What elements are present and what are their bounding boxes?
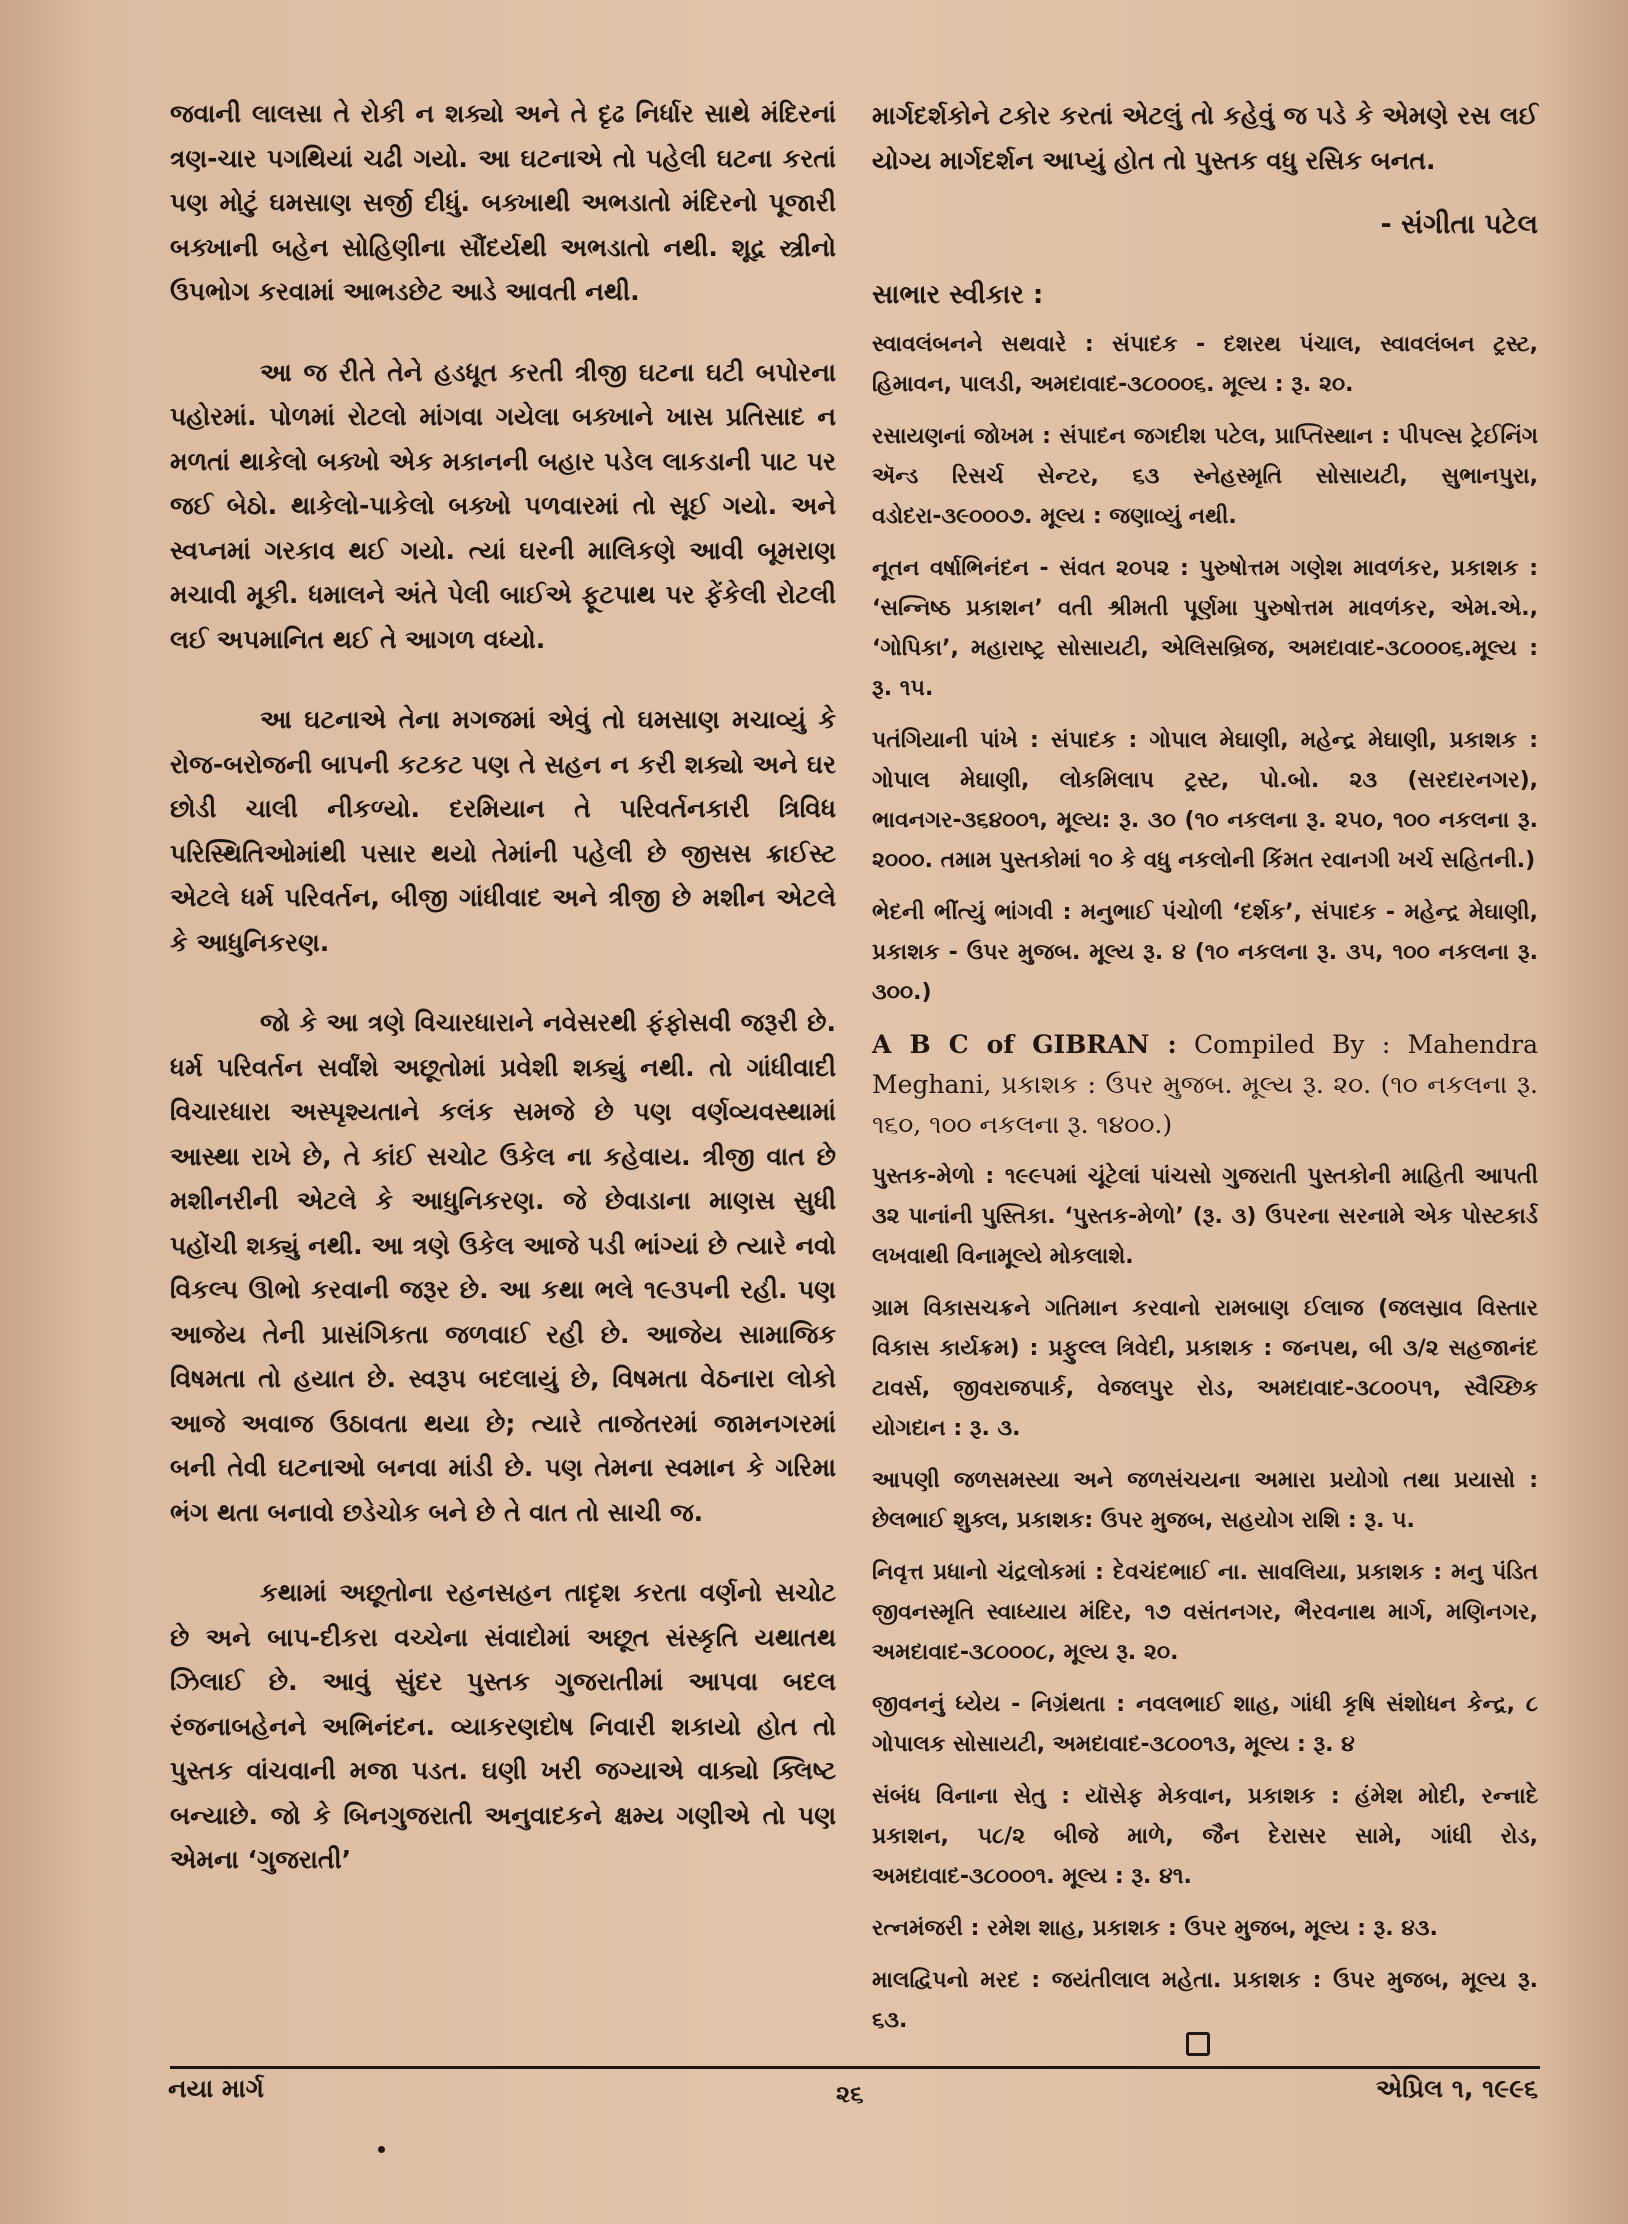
reviewer-signature: - સંગીતા પટેલ [1380, 209, 1538, 240]
book-title: ભેદની ભીંત્યું ભાંગવી : [872, 900, 1072, 925]
book-title: રત્નમંજરી : [872, 1916, 980, 1941]
book-title: ગ્રામ વિકાસચક્રને ગતિમાન કરવાનો રામબાણ ઈલાજ [872, 1296, 1364, 1321]
book-details: ૧૯૯૫માં ચૂંટેલાં પાંચસો ગુજરાતી પુસ્તકોની માહિતી આપતી ૩૨ પાનાંની પુસ્તિકા. ‘પુસ્તક-મેળો’ (રૂ. ૩) ઉપરના સરનામે એક પોસ્ટકાર્ડ લખવાથી વિનામૂલ્યે મોકલાશે. [872, 1164, 1538, 1269]
book-entry [872, 721, 1538, 881]
book-title: સ્વાવલંબનને સથવારે : [872, 332, 1094, 357]
paragraph: જો કે આ ત્રણે વિચારધારાને નવેસરથી ફંફોસવી જરૂરી છે. ધર્મ પરિવર્તન સર્વાંશે અછૂતોમાં પ્રવેશી શક્યું નથી. તો ગાંધીવાદી વિચારધારા અસ્પૃશ્યતાને કલંક સમજે છે પણ વર્ણવ્યવસ્થામાં આસ્થા રાખે છે, તે કાંઈ સચોટ ઉકેલ ના કહેવાય. ત્રીજી વાત છે મશીનરીની એટલે કે આધુનિકરણ. જે છેવાડાના માણસ સુધી પહોંચી શક્યું નથી. આ ત્રણે ઉકેલ આજે પડી ભાંગ્યાં છે ત્યારે નવો વિકલ્પ ઊભો કરવાની જરૂર છે. આ કથા ભલે ૧૯૩૫ની રહી. પણ આજેય તેની પ્રાસંગિકતા જળવાઈ રહી છે. આજેય સામાજિક વિષમતા તો હયાત છે. સ્વરૂપ બદલાયું છે, વિષમતા વેઠનારા લોકો આજે અવાજ ઉઠાવતા થયા છે; ત્યારે તાજેતરમાં જામનગરમાં બની તેવી ઘટનાઓ બનવા માંડી છે. પણ તેમના સ્વમાન કે ગરિમા ભંગ થતા બનાવો છડેચોક બને છે તે વાત તો સાચી જ. [170, 1008, 836, 1527]
paragraph: કથામાં અછૂતોના રહનસહન તાદૃશ કરતા વર્ણનો સચોટ છે અને બાપ-દીકરા વચ્ચેના સંવાદોમાં અછૂત સંસ્કૃતિ યથાતથ ઝિલાઈ છે. આવું સુંદર પુસ્તક ગુજરાતીમાં આપવા બદલ રંજનાબહેનને અભિનંદન. વ્યાકરણદોષ નિવારી શકાયો હોત તો પુસ્તક વાંચવાની મજા પડત. ઘણી ખરી જગ્યાએ વાક્યો ક્લિષ્ટ બન્યાછે. જો કે બિનગુજરાતી અનુવાદકને ક્ષમ્ય ગણીએ તો પણ એમના ‘ગુજરાતી’ [170, 1578, 836, 1874]
book-details: નવલભાઈ શાહ, ગાંધી કૃષિ સંશોધન કેન્દ્ર, ૮ ગોપાલક સોસાયટી, અમદાવાદ-૩૮૦૦૧૩, મૂલ્ય : રૂ. ૪ [872, 1692, 1538, 1757]
book-entry [872, 1289, 1538, 1449]
book-entry [872, 893, 1538, 1013]
book-details: મનુભાઈ પંચોળી ‘દર્શક’, સંપાદક - મહેન્દ્ર મેઘાણી, પ્રકાશક - ઉપર મુજબ. મૂલ્ય રૂ. ૪ (૧૦ નકલના રૂ. ૩૫, ૧૦૦ નકલના રૂ. ૩૦૦.) [872, 900, 1538, 1005]
right-column [872, 94, 1538, 2053]
book-title: પુસ્તક-મેળો : [872, 1164, 995, 1189]
book-title: પતંગિયાની પાંખે : [872, 728, 1039, 753]
left-column [170, 92, 836, 1919]
book-details: પુરુષોત્તમ ગણેશ માવળંકર, પ્રકાશક : ‘સન્નિષ્ઠ પ્રકાશન’ વતી શ્રીમતી પૂર્ણમા પુરુષોત્તમ માવળંકર, એમ.એ., ‘ગોપિકા’, મહારાષ્ટ્ર સોસાયટી, એલિસબ્રિજ, અમદાવાદ-૩૮૦૦૦૬.મૂલ્ય : રૂ. ૧૫. [872, 556, 1538, 701]
end-of-article-square-icon [1186, 2032, 1210, 2056]
book-details: છેલભાઈ શુક્લ, પ્રકાશક: ઉપર મુજબ, સહયોગ રાશિ : રૂ. ૫. [872, 1508, 1415, 1533]
book-entry [872, 1961, 1538, 2041]
review-closing-paragraph: માર્ગદર્શકોને ટકોર કરતાં એટલું તો કહેવું જ પડે કે એમણે રસ લઈ યોગ્ય માર્ગદર્શન આપ્યું હોત તો પુસ્તક વધુ રસિક બનત. [872, 101, 1538, 175]
book-entry [872, 1461, 1538, 1541]
book-details: યૉસેફ મેકવાન, પ્રકાશક : હંમેશ મોદી, રન્નાદે પ્રકાશન, ૫૮/૨ બીજે માળે, જૈન દેરાસર સામે, ગાંધી રોડ, અમદાવાદ-૩૮૦૦૦૧. મૂલ્ય : રૂ. ૪૧. [872, 1784, 1539, 1889]
footer-divider [170, 2066, 1540, 2069]
book-entry [872, 549, 1538, 709]
paragraph: આ ઘટનાએ તેના મગજમાં એવું તો ઘમસાણ મચાવ્યું કે રોજ-બરોજની બાપની કટકટ પણ તે સહન ન કરી શક્યો અને ઘર છોડી ચાલી નીકળ્યો. દરમિયાન તે પરિવર્તનકારી ત્રિવિધ પરિસ્થિતિઓમાંથી પસાર થયો તેમાંની પહેલી છે જીસસ ક્રાઈસ્ટ એટલે ધર્મ પરિવર્તન, બીજી ગાંધીવાદ અને ત્રીજી છે મશીન એટલે કે આધુનિકરણ. [170, 705, 836, 957]
magazine-name: નયા માર્ગ [168, 2074, 264, 2103]
book-entry [872, 1553, 1538, 1673]
book-title: સંબંધ વિનાના સેતુ : [872, 1784, 1070, 1809]
book-details: Compiled By : Mahendra Meghani, પ્રકાશક : ઉપર મુજબ. મૂલ્ય રૂ. ૨૦. (૧૦ નકલના રૂ. ૧૬૦, ૧૦૦ નકલના રૂ. ૧૪૦૦.) [872, 1030, 1538, 1139]
book-title: રસાયણનાં જોખમ : [872, 424, 1051, 449]
acknowledgement-heading: સાભાર સ્વીકાર : [872, 280, 1044, 310]
book-title: માલદ્વિપનો મરદ : [872, 1968, 1041, 1993]
book-details: સંપાદન જગદીશ પટેલ, પ્રાપ્તિસ્થાન : પીપલ્સ ટ્રેઈનિંગ ઍન્ડ રિસર્ચ સેન્ટર, ૬૩ સ્નેહસ્મૃતિ સોસાયટી, સુભાનપુરા, વડોદરા-૩૯૦૦૦૭. મૂલ્ય : જણાવ્યું નથી. [872, 424, 1538, 529]
paragraph: જવાની લાલસા તે રોકી ન શક્યો અને તે દૃઢ નિર્ધાર સાથે મંદિરનાં ત્રણ-ચાર પગથિયાં ચઢી ગયો. આ ઘટનાએ તો પહેલી ઘટના કરતાં પણ મોટું ઘમસાણ સર્જી દીધું. બક્ખાથી અભડાતો મંદિરનો પૂજારી બક્ખાની બહેન સોહિણીના સૌંદર્યથી અભડાતો નથી. શૂદ્ર સ્ત્રીનો ઉપભોગ કરવામાં આભડછેટ આડે આવતી નથી. [170, 99, 836, 306]
book-details: જયંતીલાલ મહેતા. પ્રકાશક : ઉપર મુજબ, મૂલ્ય રૂ. ૬૩. [872, 1968, 1539, 2033]
print-speck [378, 2146, 385, 2153]
book-details: (જલસ્રાવ વિસ્તાર વિકાસ કાર્યક્રમ) : પ્રફુલ્લ ત્રિવેદી, પ્રકાશક : જનપથ, બી ૩/૨ સહજાનંદ ટાવર્સ, જીવરાજપાર્ક, વેજલપુર રોડ, અમદાવાદ-૩૮૦૦૫૧, સ્વૈચ્છિક યોગદાન : રૂ. ૩. [872, 1296, 1538, 1441]
book-title: જીવનનું ધ્યેય - નિગ્રંથતા : [872, 1692, 1126, 1717]
paragraph: આ જ રીતે તેને હડધૂત કરતી ત્રીજી ઘટના ઘટી બપોરના પહોરમાં. પોળમાં રોટલો માંગવા ગયેલા બક્ખાને ખાસ પ્રતિસાદ ન મળતાં થાકેલો બક્ખો એક મકાનની બહાર પડેલ લાકડાની પાટ પર જઈ બેઠો. થાકેલો-પાકેલો બક્ખો પળવારમાં તો સૂઈ ગયો. અને સ્વપ્નમાં ગરકાવ થઈ ગયો. ત્યાં ઘરની માલિકણે આવી બૂમરાણ મચાવી મૂકી. ધમાલને અંતે પેલી બાઈએ ફૂટપાથ પર ફેંકેલી રોટલી લઈ અપમાનિત થઈ તે આગળ વધ્યો. [170, 357, 836, 654]
book-entry [872, 1777, 1538, 1897]
book-title: આપણી જળસમસ્યા અને જળસંચયના અમારા પ્રયોગો તથા પ્રયાસો : [872, 1468, 1538, 1493]
book-entry [872, 1909, 1538, 1949]
page-number: ૨૬ [836, 2080, 864, 2108]
book-entry [872, 417, 1538, 537]
issue-date: એપ્રિલ ૧, ૧૯૯૬ [1375, 2074, 1538, 2103]
book-details: સંપાદક : ગોપાલ મેઘાણી, મહેન્દ્ર મેઘાણી, પ્રકાશક : ગોપાલ મેઘાણી, લોકમિલાપ ટ્રસ્ટ, પો.બો. ૨૩ (સરદારનગર), ભાવનગર-૩૬૪૦૦૧, મૂલ્ય: રૂ. ૩૦ (૧૦ નકલના રૂ. ૨૫૦, ૧૦૦ નકલના રૂ. ૨૦૦૦. તમામ પુસ્તકોમાં ૧૦ કે વધુ નકલોની કિંમત રવાનગી ખર્ચ સહિતની.) [872, 728, 1539, 873]
book-details: દેવચંદભાઈ ના. સાવલિયા, પ્રકાશક : મનુ પંડિત જીવનસ્મૃતિ સ્વાધ્યાય મંદિર, ૧૭ વસંતનગર, ભૈરવનાથ માર્ગ, મણિનગર, અમદાવાદ-૩૮૦૦૦૮, મૂલ્ય રૂ. ૨૦. [872, 1560, 1538, 1665]
book-entry [872, 325, 1538, 405]
book-details: રમેશ શાહ, પ્રકાશક : ઉપર મુજબ, મૂલ્ય : રૂ. ૪૩. [979, 1916, 1438, 1941]
book-entry [872, 1025, 1538, 1145]
book-title: નૂતન વર્ષાભિનંદન - સંવત ૨૦૫૨ : [872, 556, 1189, 581]
book-title: નિવૃત્ત પ્રધાનો ચંદ્રલોકમાં : [872, 1560, 1104, 1585]
book-entry [872, 1685, 1538, 1765]
book-details: સંપાદક - દશરથ પંચાલ, સ્વાવલંબન ટ્રસ્ટ, હિમાવન, પાલડી, અમદાવાદ-૩૮૦૦૦૬. મૂલ્ય : રૂ. ૨૦. [872, 332, 1538, 397]
book-title: A B C of GIBRAN : [872, 1030, 1177, 1059]
book-entry [872, 1157, 1538, 1277]
